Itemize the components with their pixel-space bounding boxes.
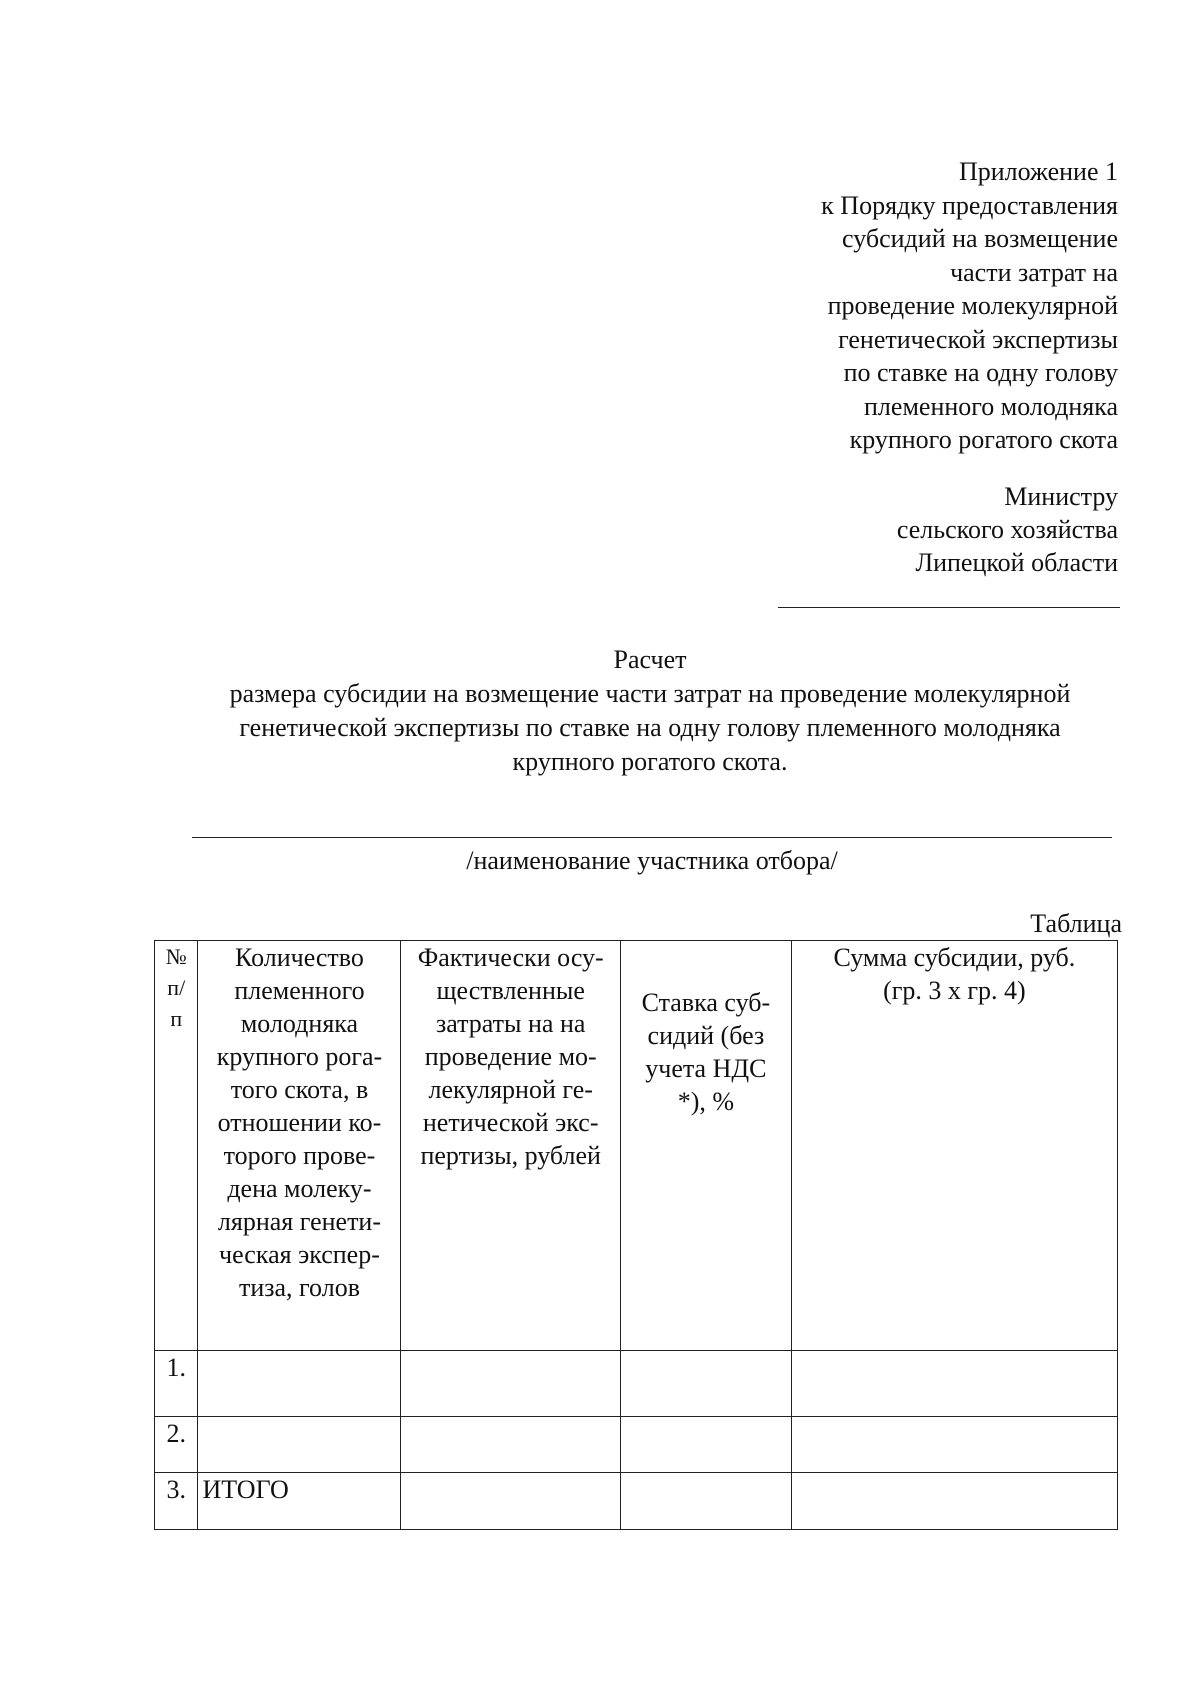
title-line: крупного рогатого скота. xyxy=(512,747,788,776)
appendix-line: проведение молекулярной xyxy=(827,291,1118,320)
costs-cell xyxy=(401,1473,621,1530)
participant-name-blank-line xyxy=(192,837,1112,838)
sum-cell xyxy=(791,1473,1117,1530)
appendix-line: генетической экспертизы xyxy=(838,324,1118,354)
addressee-block xyxy=(698,480,1118,579)
row-number-cell: 2. xyxy=(155,1417,198,1473)
costs-cell xyxy=(401,1351,621,1417)
title-line: генетической экспертизы по ставке на одну голову племенного молодняка xyxy=(239,713,1061,742)
header-row-number: № п/ п xyxy=(155,941,198,1351)
count-cell xyxy=(198,1351,401,1417)
table-row-total xyxy=(155,1473,1118,1530)
addressee-line: Министру xyxy=(1004,482,1118,511)
sum-cell xyxy=(791,1351,1117,1417)
addressee-line: Липецкой области xyxy=(915,548,1118,577)
sum-cell xyxy=(791,1417,1117,1473)
header-subsidy-rate: Ставка суб- сидий (без учета НДС *), % xyxy=(620,941,791,1351)
title-line: размера субсидии на возмещение части затрат на проведение молекулярной xyxy=(229,679,1071,708)
appendix-line: части затрат на xyxy=(950,257,1118,287)
table-header-row xyxy=(155,941,1118,1351)
subsidy-calculation-table xyxy=(154,940,1118,1530)
rate-cell xyxy=(620,1351,791,1417)
addressee-line: сельского хозяйства xyxy=(896,515,1118,544)
applicant-blank-line xyxy=(778,607,1120,608)
count-cell xyxy=(198,1417,401,1473)
header-livestock-count: Количество племенного молодняка крупного рога- того скота, в отношении ко- торого прове- дена молеку- лярная генети- ческая экспер- тиза, голов xyxy=(198,941,401,1351)
table-caption: Таблица xyxy=(1030,909,1122,938)
participant-caption: /наименование участника отбора/ xyxy=(466,846,838,875)
row-number-cell: 1. xyxy=(155,1351,198,1417)
title-heading: Расчет xyxy=(613,645,687,674)
table-row xyxy=(155,1417,1118,1473)
appendix-line: племенного молодняка xyxy=(864,391,1118,421)
row-number-cell: 3. xyxy=(155,1473,198,1530)
header-actual-costs: Фактически осу- ществленные затраты на на проведение мо- лекулярной ге- нетической экс- пертизы, рублей xyxy=(401,941,621,1351)
appendix-line: Приложение 1 xyxy=(958,157,1118,186)
appendix-reference xyxy=(698,155,1118,457)
rate-cell xyxy=(620,1473,791,1530)
costs-cell xyxy=(401,1417,621,1473)
total-label-cell: ИТОГО xyxy=(198,1473,401,1530)
rate-cell xyxy=(620,1417,791,1473)
appendix-line: по ставке на одну голову xyxy=(843,358,1118,387)
appendix-line: крупного рогатого скота xyxy=(849,425,1118,454)
appendix-line: субсидий на возмещение xyxy=(842,224,1118,253)
document-title xyxy=(120,643,1180,779)
header-subsidy-sum: Сумма субсидии, руб. (гр. 3 х гр. 4) xyxy=(791,941,1117,1351)
appendix-line: к Порядку предоставления xyxy=(821,190,1118,220)
table-row xyxy=(155,1351,1118,1417)
